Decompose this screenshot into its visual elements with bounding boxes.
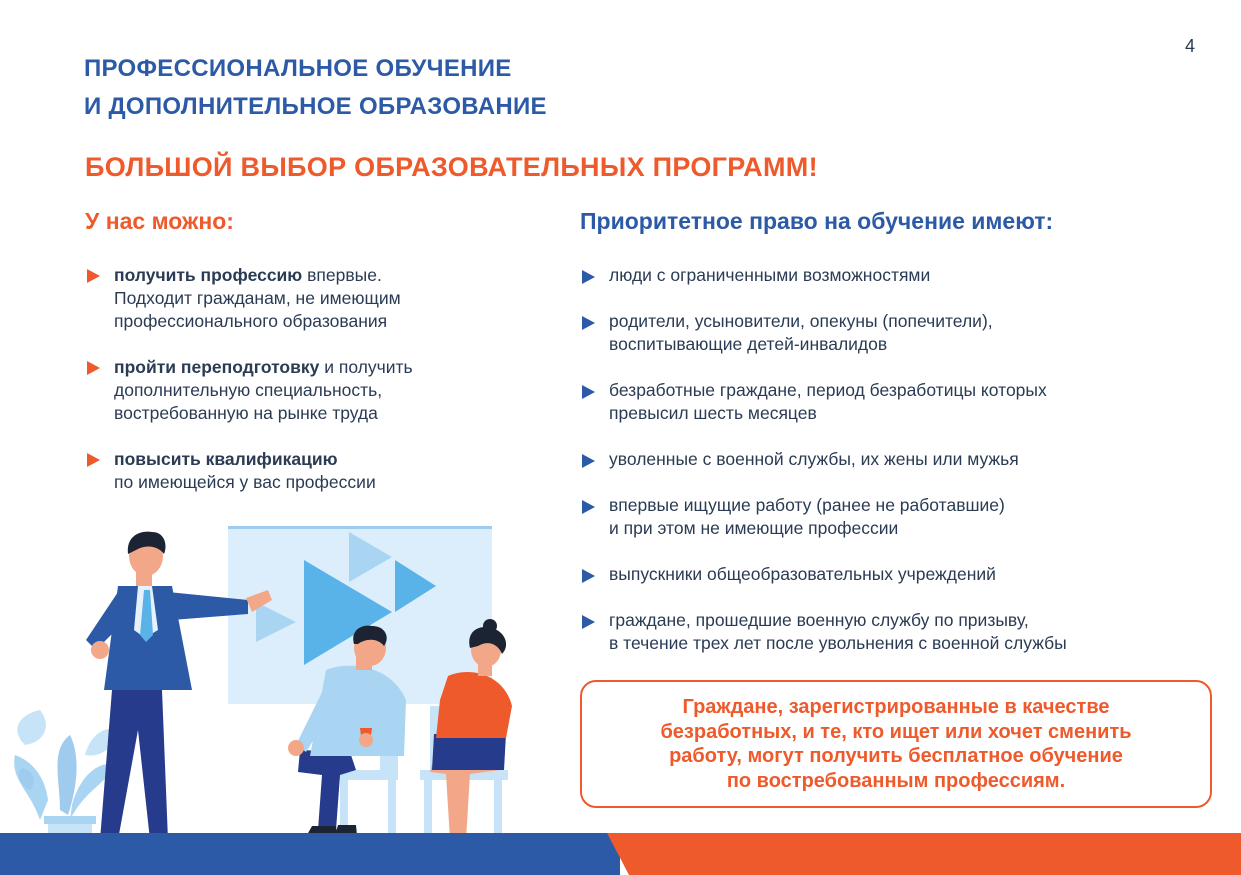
classroom-illustration	[0, 520, 580, 875]
free-training-callout	[580, 680, 1212, 808]
item-text: по имеющейся у вас профессии	[114, 472, 376, 492]
page-title	[84, 50, 547, 126]
list-item	[582, 563, 1202, 586]
list-item	[582, 609, 1202, 655]
item-text: впервые ищущие работу (ранее не работавшие)	[609, 495, 1005, 515]
triangle-bullet-icon	[582, 569, 595, 583]
callout-line: безработных, и те, кто ищет или хочет сменить	[660, 720, 1132, 743]
triangle-bullet-icon	[582, 500, 595, 514]
triangle-bullet-icon	[582, 615, 595, 629]
item-text: дополнительную специальность,	[114, 380, 383, 400]
triangle-bullet-icon	[87, 453, 100, 467]
list-item	[582, 379, 1202, 425]
page-title-line-1: ПРОФЕССИОНАЛЬНОЕ ОБУЧЕНИЕ	[84, 55, 512, 82]
triangle-bullet-icon	[582, 316, 595, 330]
item-text: выпускники общеобразовательных учреждений	[609, 564, 996, 584]
item-bold-text: повысить квалификацию	[114, 449, 338, 469]
item-text: люди с ограниченными возможностями	[609, 265, 931, 285]
right-column-heading: Приоритетное право на обучение имеют:	[580, 208, 1054, 234]
list-item	[582, 494, 1202, 540]
item-text: превысил шесть месяцев	[609, 403, 817, 423]
triangle-bullet-icon	[582, 270, 595, 284]
list-item	[582, 448, 1202, 471]
triangle-bullet-icon	[87, 361, 100, 375]
priority-list	[582, 264, 1202, 678]
opportunities-list	[87, 264, 527, 517]
item-text: впервые.	[302, 265, 382, 285]
item-bold-text: пройти переподготовку	[114, 357, 320, 377]
list-item	[582, 264, 1202, 287]
left-column-heading: У нас можно:	[85, 208, 234, 234]
list-item	[87, 264, 527, 333]
item-text: Подходит гражданам, не имеющим	[114, 288, 401, 308]
item-text: профессионального образования	[114, 311, 388, 331]
item-text: воспитывающие детей-инвалидов	[609, 334, 888, 354]
footer-bar-orange	[607, 833, 1241, 875]
callout-line: по востребованным профессиям.	[726, 769, 1066, 792]
item-text: уволенные с военной службы, их жены или мужья	[609, 449, 1019, 469]
item-text: и получить	[319, 357, 413, 377]
page-subtitle: БОЛЬШОЙ ВЫБОР ОБРАЗОВАТЕЛЬНЫХ ПРОГРАММ!	[85, 152, 818, 182]
item-text: и при этом не имеющие профессии	[609, 518, 899, 538]
list-item	[87, 448, 527, 494]
callout-line: работу, могут получить бесплатное обучение	[669, 745, 1123, 767]
triangle-bullet-icon	[582, 385, 595, 399]
footer-bar-blue	[0, 833, 620, 875]
item-text: безработные граждане, период безработицы которых	[609, 380, 1047, 400]
page-number: 4	[1184, 36, 1195, 56]
triangle-bullet-icon	[87, 269, 100, 283]
callout-text	[616, 695, 1176, 793]
triangle-bullet-icon	[582, 454, 595, 468]
item-text: родители, усыновители, опекуны (попечители),	[609, 311, 993, 331]
item-bold-text: получить профессию	[114, 265, 303, 285]
item-text: в течение трех лет после увольнения с военной службы	[609, 633, 1067, 653]
list-item	[582, 310, 1202, 356]
list-item	[87, 356, 527, 425]
page-title-line-2: И ДОПОЛНИТЕЛЬНОЕ ОБРАЗОВАНИЕ	[84, 93, 547, 120]
item-text: востребованную на рынке труда	[114, 403, 378, 423]
item-text: граждане, прошедшие военную службу по призыву,	[609, 610, 1029, 630]
callout-line: Граждане, зарегистрированные в качестве	[682, 696, 1110, 718]
